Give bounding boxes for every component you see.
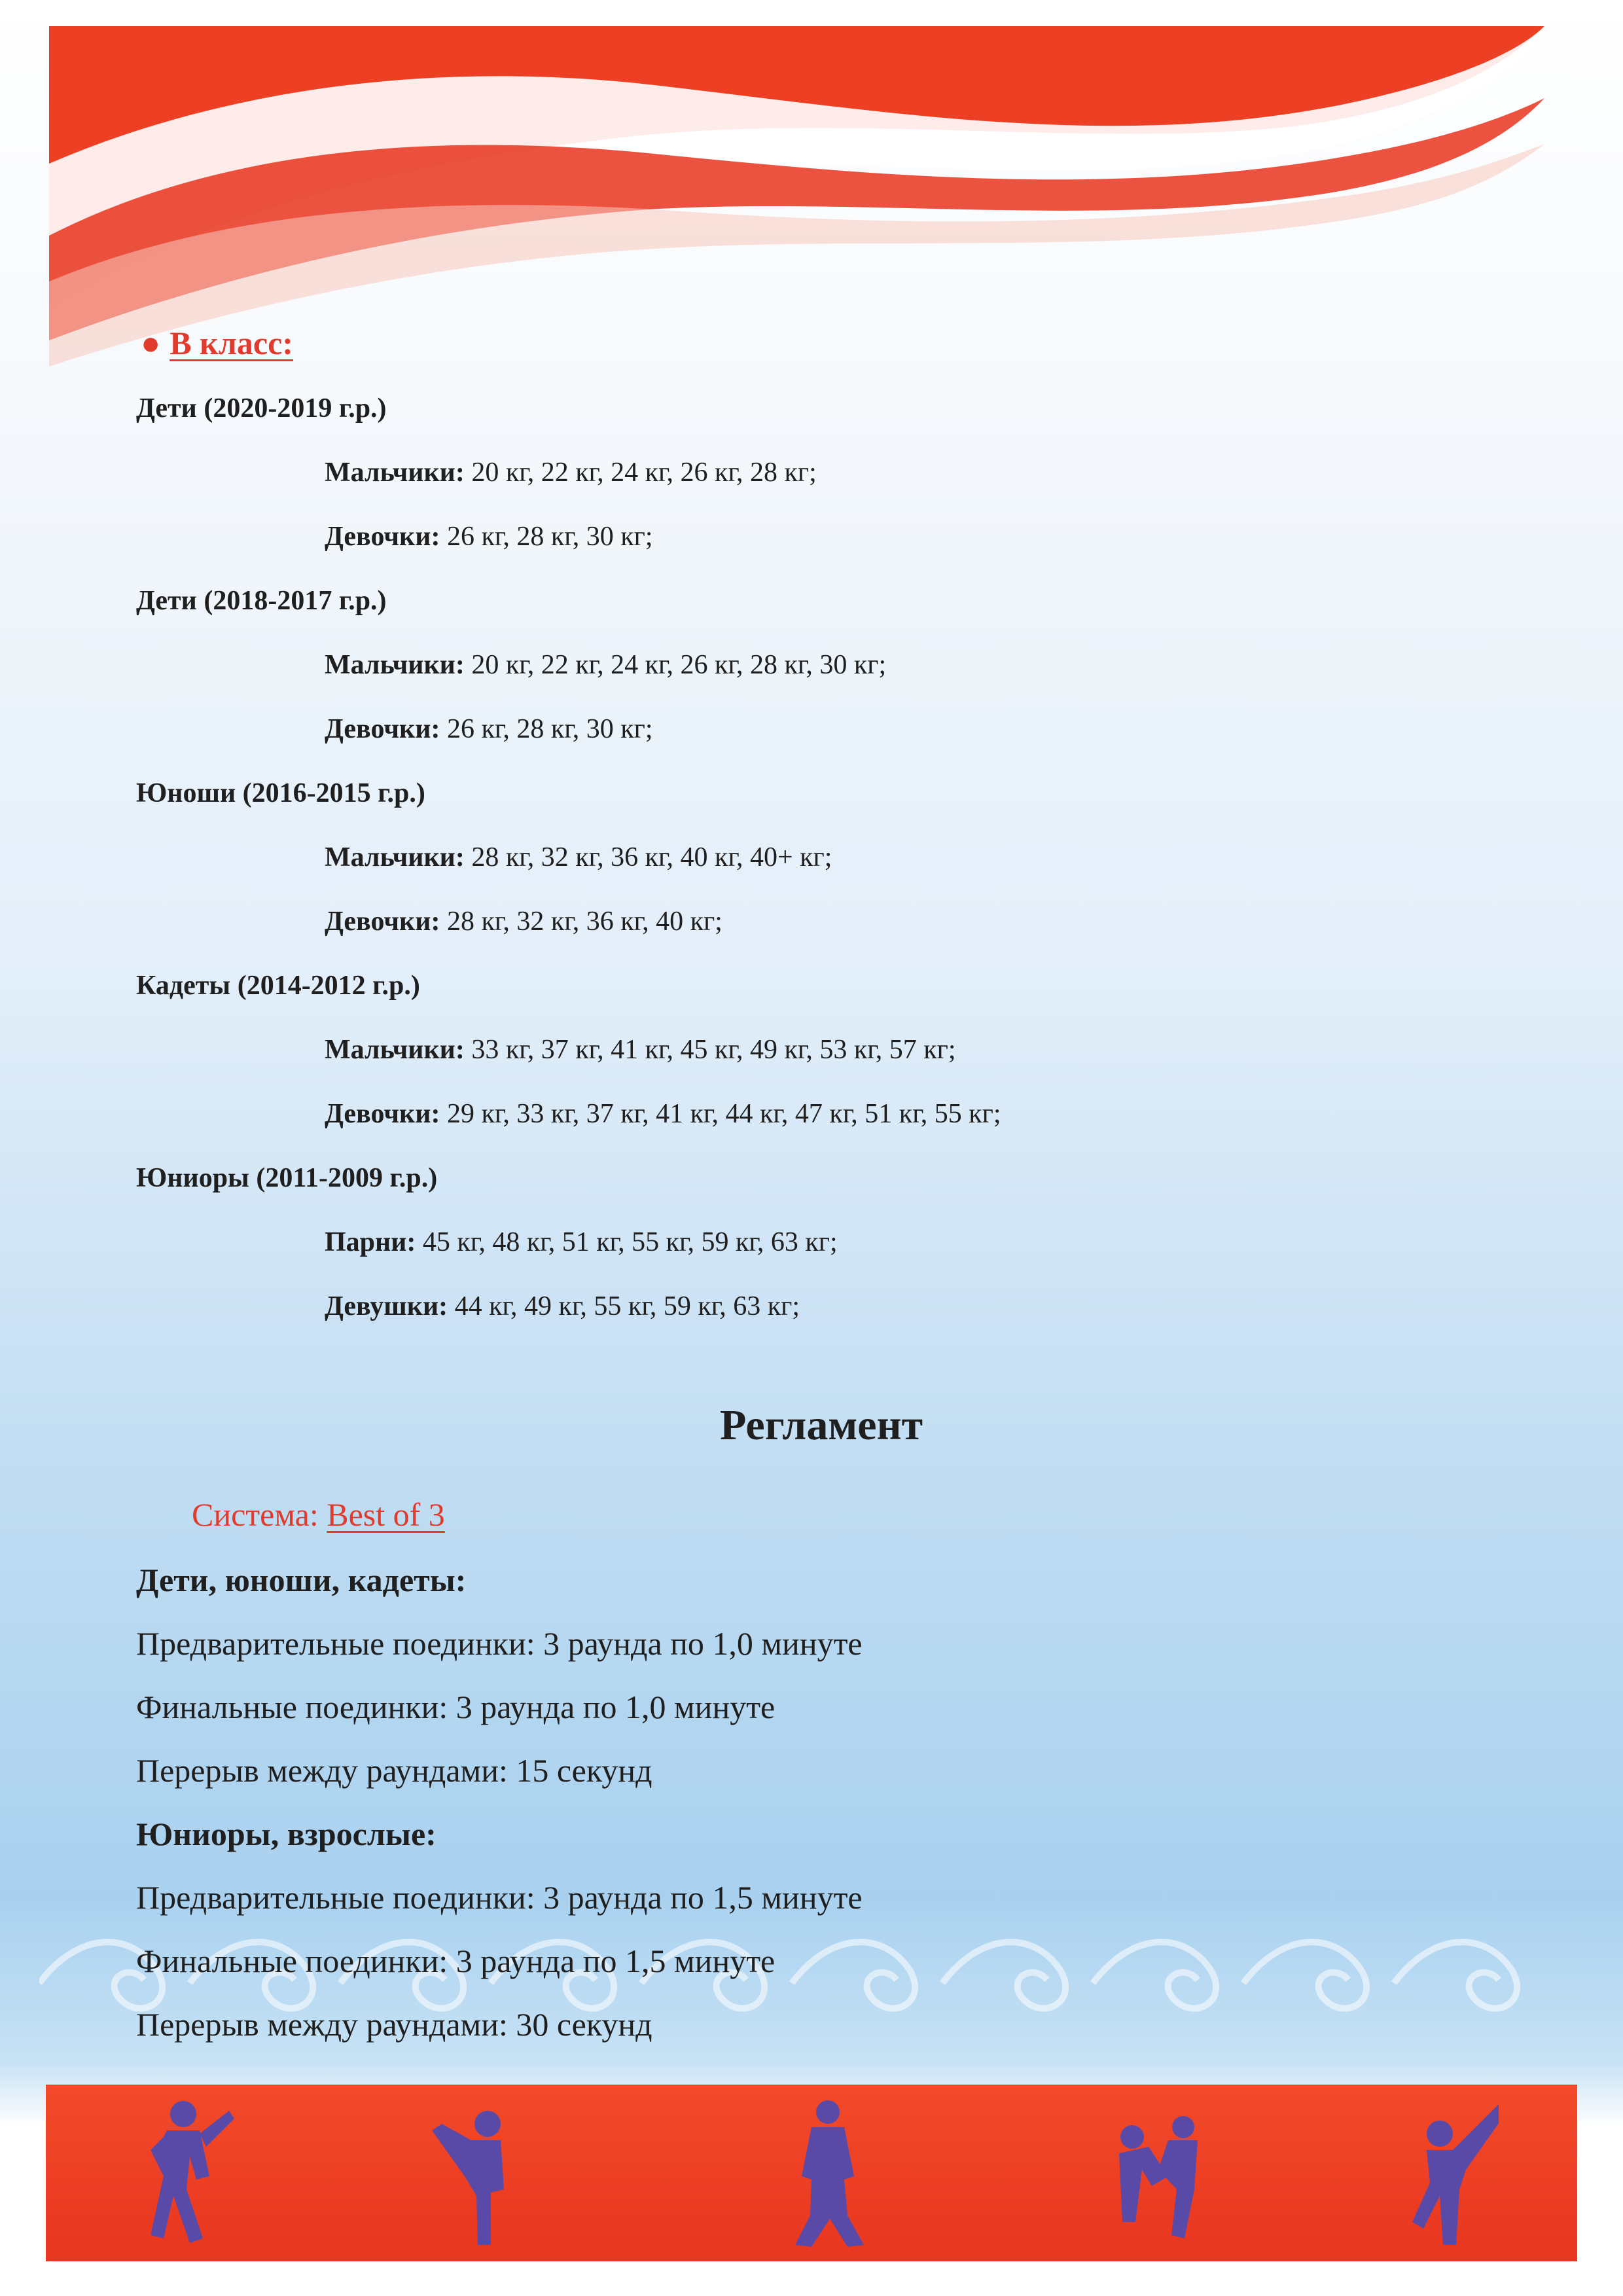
reglament-line: Финальные поединки: 3 раунда по 1,5 минуте [136, 1943, 776, 1979]
system-line: Система: Best of 3 [192, 1496, 445, 1533]
classes-heading: ● В класс: [141, 325, 293, 361]
group-title: Юниоры (2011-2009 г.р.) [136, 1163, 438, 1193]
weight-row: Девочки: 26 кг, 28 кг, 30 кг; [325, 522, 653, 552]
group-title: Кадеты (2014-2012 г.р.) [136, 971, 420, 1001]
fighter-icon [425, 2098, 524, 2248]
fighter-icon [779, 2098, 877, 2248]
group-title: Дети (2018-2017 г.р.) [136, 586, 387, 616]
weight-row: Девочки: 29 кг, 33 кг, 37 кг, 41 кг, 44 кг, 47 кг, 51 кг, 55 кг; [325, 1099, 1001, 1129]
reglament-line: Финальные поединки: 3 раунда по 1,0 минуте [136, 1689, 776, 1725]
bullet-icon: ● [141, 325, 161, 361]
reglament-line: Перерыв между раундами: 30 секунд [136, 2006, 652, 2043]
group-title: Юноши (2016-2015 г.р.) [136, 778, 425, 808]
weight-row: Девушки: 44 кг, 49 кг, 55 кг, 59 кг, 63 кг; [325, 1291, 800, 1321]
weight-row: Мальчики: 28 кг, 32 кг, 36 кг, 40 кг, 40+ кг; [325, 842, 832, 872]
fighter-icon [1106, 2098, 1204, 2248]
weight-row: Девочки: 28 кг, 32 кг, 36 кг, 40 кг; [325, 906, 722, 937]
weight-row: Мальчики: 33 кг, 37 кг, 41 кг, 45 кг, 49 кг, 53 кг, 57 кг; [325, 1035, 956, 1065]
reglament-line: Предварительные поединки: 3 раунда по 1,5 минуте [136, 1879, 863, 1916]
reglament-title: Регламент [719, 1401, 923, 1449]
reglament-block-heading: Дети, юноши, кадеты: [136, 1562, 467, 1598]
weight-row: Девочки: 26 кг, 28 кг, 30 кг; [325, 714, 653, 744]
weight-row: Парни: 45 кг, 48 кг, 51 кг, 55 кг, 59 кг, 63 кг; [325, 1227, 838, 1257]
reglament-line: Перерыв между раундами: 15 секунд [136, 1752, 652, 1789]
reglament-block-heading: Юниоры, взрослые: [136, 1816, 437, 1852]
fighter-icon [1400, 2098, 1499, 2248]
weight-row: Мальчики: 20 кг, 22 кг, 24 кг, 26 кг, 28 кг, 30 кг; [325, 650, 887, 680]
group-title: Дети (2020-2019 г.р.) [136, 393, 387, 423]
weight-row: Мальчики: 20 кг, 22 кг, 24 кг, 26 кг, 28 кг; [325, 457, 817, 488]
fighter-icon [137, 2098, 236, 2248]
reglament-line: Предварительные поединки: 3 раунда по 1,0 минуте [136, 1625, 863, 1662]
